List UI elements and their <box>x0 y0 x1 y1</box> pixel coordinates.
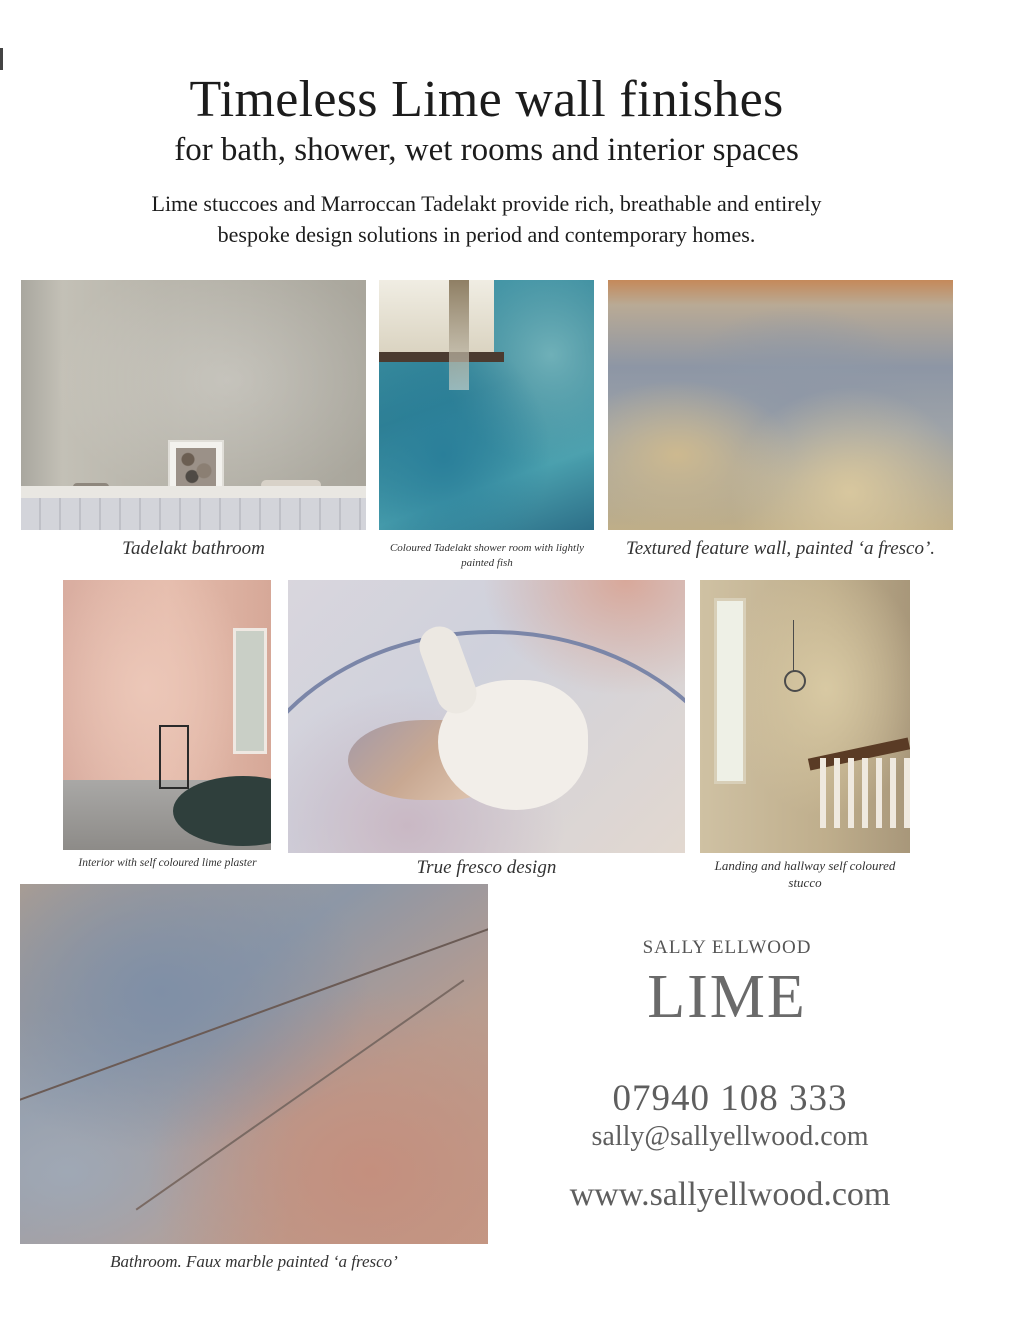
page-subtitle: for bath, shower, wet rooms and interior spaces <box>174 132 799 168</box>
website-url: www.sallyellwood.com <box>569 1176 891 1213</box>
intro-text <box>0 188 973 250</box>
caption-fresco: True fresco design <box>416 857 557 878</box>
staircase-photo <box>700 580 910 853</box>
pink-interior-photo <box>63 580 271 850</box>
caption-tadelakt-bathroom: Tadelakt bathroom <box>122 538 265 559</box>
tadelakt-bathroom-photo <box>21 280 366 530</box>
caption-blue-shower-line-2: painted fish <box>461 557 513 569</box>
hanging-plant <box>449 280 469 390</box>
marble-vein <box>136 979 465 1210</box>
bath-panel <box>21 498 366 530</box>
lamp-cord <box>793 620 794 672</box>
brand-name-small: SALLY ELLWOOD <box>642 937 812 958</box>
window <box>233 628 267 754</box>
window <box>714 598 746 784</box>
email-address: sally@sallyellwood.com <box>591 1121 869 1152</box>
window-sill <box>379 352 504 362</box>
caption-blue-shower <box>362 541 612 571</box>
caption-landing-line-1: Landing and hallway self coloured <box>714 858 896 873</box>
pendant-lamp <box>784 670 806 692</box>
page-edge-mark <box>0 48 3 70</box>
window <box>379 280 494 358</box>
faux-marble-photo <box>20 884 488 1244</box>
caption-pink-interior: Interior with self coloured lime plaster <box>78 857 257 869</box>
chair <box>159 725 189 789</box>
shelf <box>21 486 366 498</box>
caption-landing <box>690 857 920 891</box>
caption-marble: Bathroom. Faux marble painted ‘a fresco’ <box>110 1252 398 1271</box>
caption-textured-wall: Textured feature wall, painted ‘a fresco’. <box>625 538 936 559</box>
phone-number: 07940 108 333 <box>612 1078 848 1119</box>
textured-wall-photo <box>608 280 953 530</box>
page-title: Timeless Lime wall finishes <box>189 71 784 128</box>
brand-name-large: LIME <box>647 963 807 1031</box>
blue-shower-photo <box>379 280 594 530</box>
marble-vein <box>20 908 488 1101</box>
fresco-bird-photo <box>288 580 685 853</box>
balusters <box>820 758 910 828</box>
intro-line-2: bespoke design solutions in period and contemporary homes. <box>217 222 756 247</box>
caption-blue-shower-line-1: Coloured Tadelakt shower room with lightly <box>389 542 585 554</box>
caption-landing-line-2: stucco <box>788 875 822 890</box>
intro-line-1: Lime stuccoes and Marroccan Tadelakt provide rich, breathable and entirely <box>151 191 822 216</box>
